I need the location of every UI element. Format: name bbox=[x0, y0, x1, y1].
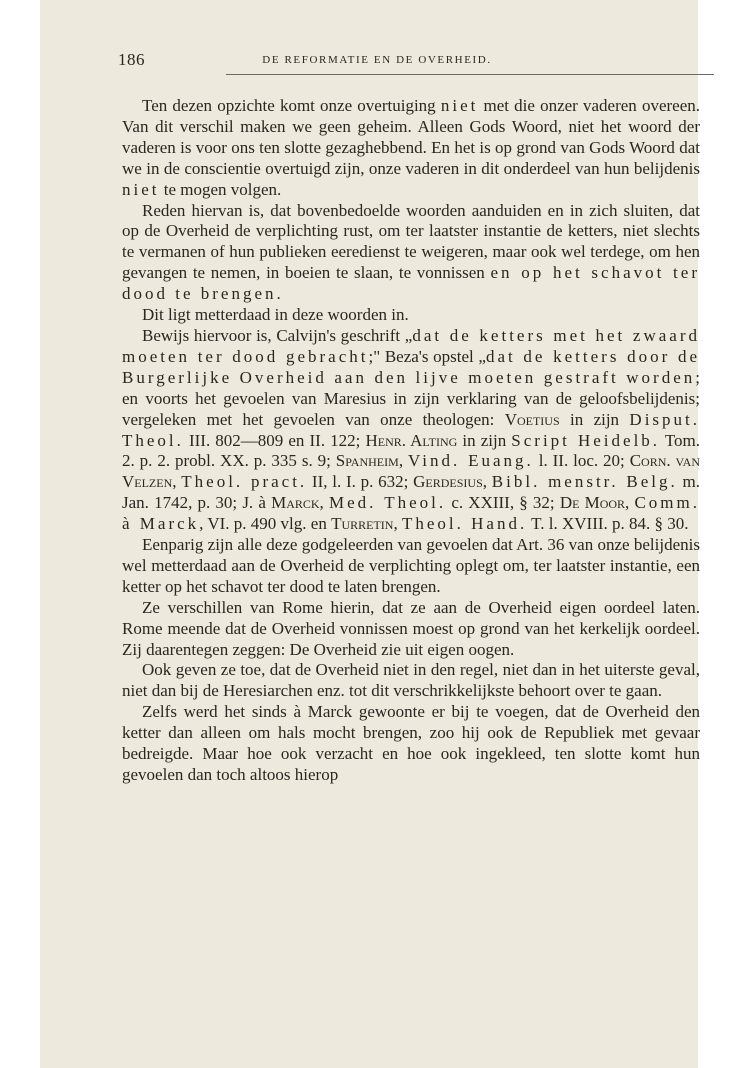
text-run: in zijn bbox=[457, 430, 512, 450]
text-run: , bbox=[172, 472, 182, 492]
text-run: te mogen volgen. bbox=[159, 179, 282, 199]
paragraph bbox=[122, 326, 700, 535]
spaced-emphasis: en op het schavot ter dood te brengen. bbox=[122, 263, 700, 304]
author-name: Corn. van Velzen bbox=[122, 451, 700, 492]
header-rule bbox=[226, 74, 714, 75]
body-text bbox=[122, 96, 700, 786]
text-run: , bbox=[393, 514, 402, 534]
text-run: III. 802—809 en II. 122; bbox=[183, 430, 366, 450]
text-run: , bbox=[625, 493, 635, 513]
spaced-emphasis: Theol. pract. bbox=[181, 472, 308, 492]
author-name: Gerdesius bbox=[413, 472, 483, 492]
spaced-emphasis: dat de ketters door de Burgerlijke Overheid aan den lijve moeten gestraft worden bbox=[122, 346, 700, 387]
book-page bbox=[40, 0, 701, 1068]
text-run: , bbox=[398, 451, 408, 471]
text-run: Ook geven ze toe, dat de Overheid niet in den regel, niet dan in het uiterste geval, niet dan bij de Heresiarchen enz. tot dit verschrikkelijkste behoort over te gaan. bbox=[122, 660, 700, 701]
spaced-emphasis: Script Heidelb. bbox=[511, 430, 661, 450]
text-run: T. l. XVIII. p. 84. § 30. bbox=[527, 514, 689, 534]
spaced-emphasis: Comm. à Marck bbox=[122, 493, 701, 534]
paragraph bbox=[122, 702, 700, 786]
text-run: m. Jan. 1742, p. 30; J. à bbox=[122, 472, 700, 513]
author-name: Henr. Alting bbox=[365, 430, 458, 450]
paragraph bbox=[122, 305, 700, 326]
spaced-emphasis: Bibl. menstr. Belg. bbox=[491, 472, 678, 492]
spaced-emphasis: niet bbox=[440, 96, 479, 115]
author-name: Turretin bbox=[331, 514, 394, 534]
text-run: Tom. 2. p. 2. probl. XX. p. 335 s. 9; bbox=[122, 430, 701, 471]
text-run: l. II. loc. 20; bbox=[533, 451, 630, 471]
page-number: 186 bbox=[118, 50, 145, 69]
spaced-emphasis: Disput. Theol. bbox=[122, 409, 701, 450]
text-run: II, l. I. p. 632; bbox=[307, 472, 414, 492]
paragraph bbox=[122, 96, 700, 201]
text-run: Dit ligt metterdaad in deze woorden in. bbox=[142, 305, 409, 325]
text-run: , bbox=[482, 472, 492, 492]
page-header bbox=[90, 50, 664, 74]
spaced-emphasis: dat de ketters met het zwaard moeten ter dood gebracht bbox=[122, 325, 700, 366]
text-run: ; en voorts het gevoelen van Maresius in zijn verklaring van de geloofsbelijdenis; vergeleken met het gevoelen van onze theologen: bbox=[122, 367, 700, 429]
spaced-emphasis: Theol. Hand. bbox=[401, 514, 528, 534]
text-run: Ten dezen opzichte komt onze overtuiging bbox=[142, 96, 441, 115]
author-name: Spanheim bbox=[335, 451, 399, 471]
spaced-emphasis: niet bbox=[122, 179, 160, 199]
text-run: Ze verschillen van Rome hierin, dat ze aan de Overheid eigen oordeel laten. Rome meende dat de Overheid vonnissen moest op grond van het kerkelijk oordeel. Zij daarentegen zeggen: De Overheid zie uit eigen oogen. bbox=[122, 597, 700, 659]
paragraph bbox=[122, 535, 700, 598]
author-name: De Moor bbox=[559, 493, 626, 513]
author-name: Voetius bbox=[504, 409, 560, 429]
text-run: Zelfs werd het sinds à Marck gewoonte er bij te voegen, dat de Overheid den ketter dan alleen om hals mocht brengen, zoo hij ook de Republiek met gevaar bedreigde. Maar hoe ook verzacht en hoe ook ingekleed, ten slotte komt hun gevoelen dan toch altoos hierop bbox=[122, 702, 700, 784]
paragraph bbox=[122, 201, 700, 306]
text-run: Reden hiervan is, dat bovenbedoelde woorden aanduiden en in zich sluiten, dat op de Overheid de verplichting rust, om ter laatster instantie de ketters, niet slechts te vermanen of hun publieken eeredienst te weigeren, maar ook wel terdege, om hen gevangen te nemen, in boeien te slaan, te vonnissen bbox=[122, 200, 700, 283]
text-run: in zijn bbox=[559, 409, 630, 429]
running-title: DE REFORMATIE EN DE OVERHEID. bbox=[262, 54, 492, 66]
paragraph bbox=[122, 598, 700, 661]
text-run: , VI. p. 490 vlg. en bbox=[199, 514, 332, 534]
text-run: c. XXIII, § 32; bbox=[446, 493, 560, 513]
paragraph bbox=[122, 660, 700, 702]
author-name: Marck bbox=[271, 493, 320, 513]
text-run: Eenparig zijn alle deze godgeleerden van gevoelen dat Art. 36 van onze belijdenis wel metterdaad aan de Overheid de verplichting oplegt om, ter laatster instantie, een ketter op het schavot ter dood te laten brengen. bbox=[122, 535, 700, 596]
text-run: Bewijs hiervoor is, Calvijn's geschrift „ bbox=[142, 325, 413, 345]
text-run: ;" Beza's opstel „ bbox=[368, 346, 486, 366]
spaced-emphasis: Med. Theol. bbox=[328, 493, 447, 513]
text-run: , bbox=[319, 493, 329, 513]
text-run: met die onzer vaderen overeen. Van dit verschil maken we geen geheim. Alleen Gods Woord, niet het woord der vaderen is voor ons ten slotte gezaghebbend. En het is op grond van Gods Woord dat we in de conscientie overtuigd zijn, onze vaderen in dit onderdeel van hun belijdenis bbox=[122, 96, 701, 178]
spaced-emphasis: Vind. Euang. bbox=[407, 451, 534, 471]
